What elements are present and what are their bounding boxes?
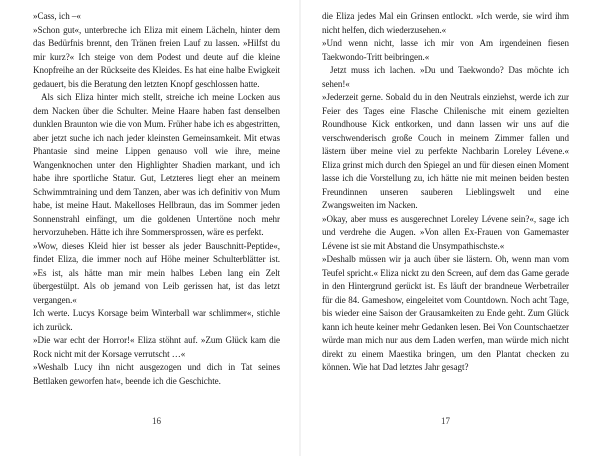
paragraph: »Wow, dieses Kleid hier ist besser als jeder Bauschnitt-Peptide«, findet Eliza, die immer noch auf Höhe meiner Schulterblätter ist. »Es ist, als hätte man mir mein halbes Leben lang ein Zelt übergestülpt. Als ob jemand von Leib gerissen hat, ist das letzt vergangen.« xyxy=(33,240,280,305)
left-page-number: 16 xyxy=(152,416,161,426)
right-page-number: 17 xyxy=(441,416,450,426)
right-page xyxy=(322,10,569,446)
paragraph: »Die war echt der Horror!« Eliza stöhnt auf. »Zum Glück kam die Rock nicht mit der Korsage verrutscht …« xyxy=(33,335,280,359)
left-page xyxy=(33,10,280,446)
right-page-text xyxy=(322,10,569,375)
paragraph: Als sich Eliza hinter mich stellt, streiche ich meine Locken aus dem Nacken über die Schulter. Meine Haare haben fast denselben dunklen Braunton wie die von Mum. Früher habe ich es abgestritten, aber jetzt suche ich nach jeder kleinsten Gemeinsamkeit. Mit etwas Phantasie sind meine Lippen genauso voll wie ihre, meine Wangenknochen unter den Highlighter Shadien markant, und ich habe ihre sportliche Statur. Gut, Letzteres liegt eher an meinem Schwimmtraining und dem Tanzen, aber was ich definitiv von Mum habe, ist meine Haut. Makelloses Hellbraun, das im Sommer jeden Sonnenstrahl einfängt, um die goldenen Untertöne noch mehr hervorzuheben. Hätte ich ihre Sommersprossen, wäre es perfekt. xyxy=(33,92,280,237)
paragraph: »Schon gut«, unterbreche ich Eliza mit einem Lächeln, hinter dem das Bedürfnis brennt, den Tränen freien Lauf zu lassen. »Hilfst du mir kurz?« Ich steige von dem Podest und deute auf die kleine Knopfreihe an der Rückseite des Kleides. Es hat eine halbe Ewigkeit gedauert, bis die Beratung den letzten Knopf geschlossen hatte. xyxy=(33,24,280,89)
paragraph: »Jederzeit gerne. Sobald du in den Neutrals einziehst, werde ich zur Feier des Tages eine Flasche Chilenische mit einem gezielten Roundhouse Kick entkorken, und dann lassen wir uns auf die verschwenderisch große Couch in meinem Zimmer fallen und lästern über meine viel zu perfekte Nachbarin Loreley Lévene.« Eliza grinst mich durch den Spiegel an und für diesen einen Moment lasse ich die Vorstellung zu, ich hätte nie mit meinen beiden besten Freundinnen unseren sauberen Lieblingswelt und eine Zwangsweiten im Nacken. xyxy=(322,92,569,210)
paragraph: Ich werte. Lucys Korsage beim Winterball war schlimmer«, stichle ich zurück. xyxy=(33,308,280,332)
paragraph: »Cass, ich –« xyxy=(33,11,81,21)
book-gutter xyxy=(299,0,301,456)
paragraph: die Eliza jedes Mal ein Grinsen entlockt. »Ich werde, sie wird ihm nicht helfen, dich wiederzusehen.« xyxy=(322,11,569,35)
left-page-text xyxy=(33,10,280,388)
paragraph: »Okay, aber muss es ausgerechnet Loreley Lévene sein?«, sage ich und verdrehe die Augen. »Von allen Ex-Frauen von Gamemaster Lévene ist sie mit Abstand die Unsympathischste.« xyxy=(322,213,569,251)
paragraph: Jetzt muss ich lachen. »Du und Taekwondo? Das möchte ich sehen!« xyxy=(322,65,569,89)
paragraph: »Und wenn nicht, lasse ich mir von Am irgendeinen fiesen Taekwondo-Tritt beibringen.« xyxy=(322,38,569,62)
paragraph: »Weshalb Lucy ihn nicht ausgezogen und dich in Tat seines Bettlaken geworfen hat«, beende ich die Geschichte. xyxy=(33,362,280,386)
paragraph: »Deshalb müssen wir ja auch über sie lästern. Oh, wenn man vom Teufel spricht.« Eliza nickt zu den Screen, auf dem das Game gerade in den Hintergrund gerückt ist. Es läuft der brandneue Werbetrailer für die 84. Gameshow, eingeleitet vom Countdown. Noch acht Tage, bis wieder eine Saison der Grausamkeiten zu Ende geht. Zum Glück kann ich heute keiner mehr Gedanken lesen. Bei Von Countschaetzer würde man mich nur aus dem Laden werfen, man würde mich nicht direkt zu einem Maestika bringen, um den Plantat checken zu können. Wie hat Dad letztes Jahr gesagt? xyxy=(322,254,569,372)
